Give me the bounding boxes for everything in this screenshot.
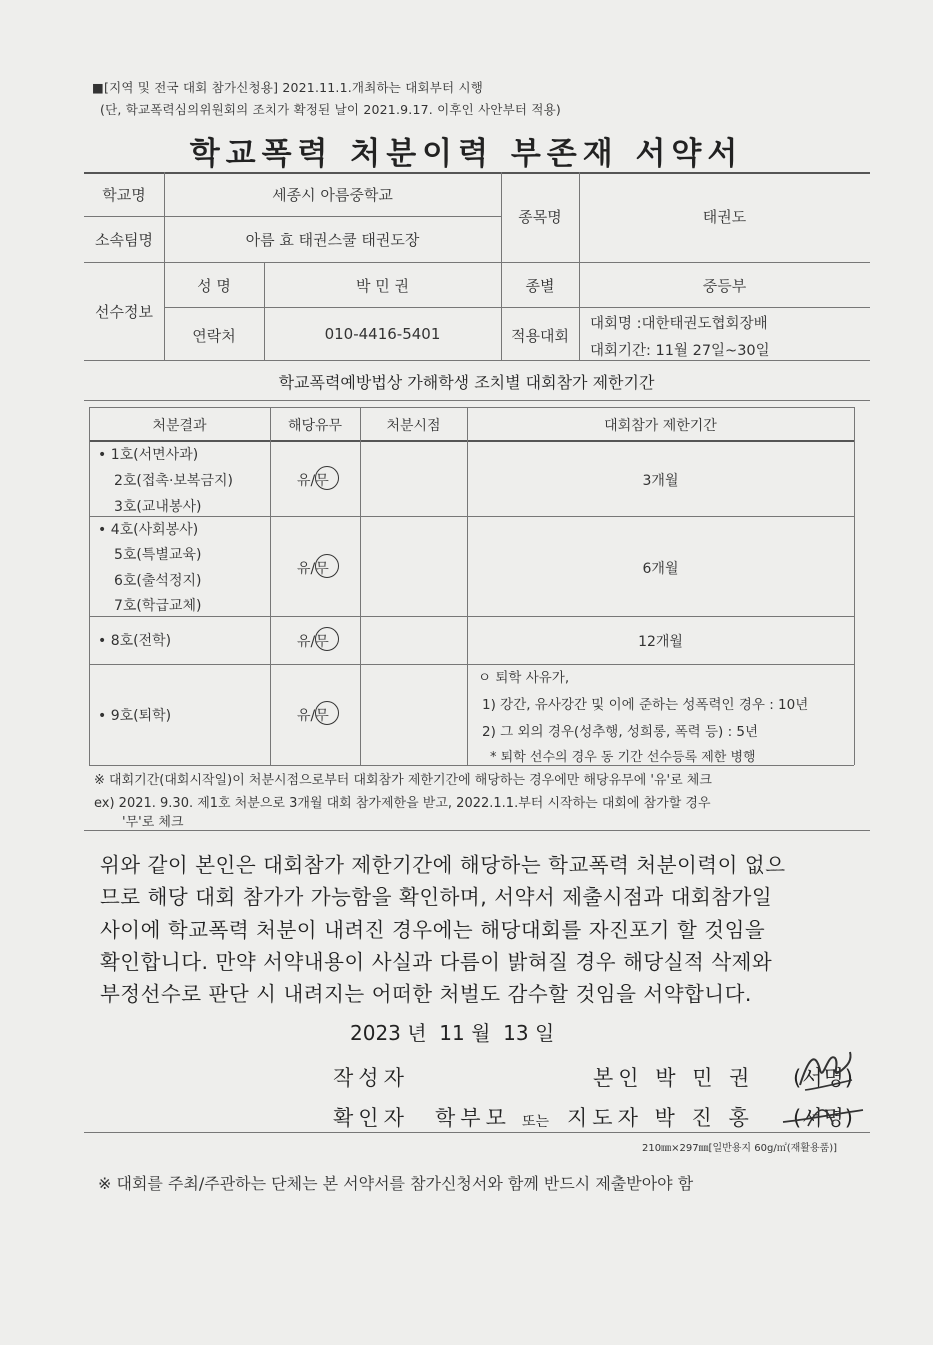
or-label: 또는: [522, 1114, 550, 1130]
writer-sign-label: (서명): [793, 1066, 854, 1090]
row4-period-line1: ㅇ 퇴학 사유가,: [478, 670, 570, 686]
row3-check: 유/무: [297, 634, 329, 650]
pledge-line-1: 위와 같이 본인은 대회참가 제한기간에 해당하는 학교폭력 처분이력이 없으: [100, 853, 786, 877]
restriction-title: 학교폭력예방법상 가해학생 조치별 대회참가 제한기간: [278, 373, 655, 392]
name-value: 박 민 권: [355, 277, 409, 295]
row1-period: 3개월: [642, 473, 679, 489]
contact-label: 연락처: [192, 327, 236, 345]
confirm-sign-label: (서명): [793, 1106, 854, 1130]
event-period: 대회기간: 11월 27일~30일: [590, 343, 770, 359]
footnote-line-3: '무'로 체크: [122, 815, 184, 830]
row3-period: 12개월: [638, 634, 683, 650]
player-info-label: 선수정보: [95, 303, 153, 321]
notice-line-2: (단, 학교폭력심의위원회의 조치가 확정된 날이 2021.9.17. 이후인 사안부터 적용): [100, 102, 562, 117]
header-result: 처분결과: [152, 418, 207, 434]
confirm-label: 확인자: [333, 1106, 409, 1130]
school-value: 세종시 아름중학교: [272, 186, 393, 204]
contact-value: 010-4416-5401: [324, 325, 441, 343]
row1-line3: 3호(교내봉사): [114, 499, 202, 515]
row4-line1: • 9호(퇴학): [98, 708, 172, 724]
sport-label: 종목명: [518, 208, 562, 226]
writer-value: 본인 박 민 권: [593, 1066, 755, 1090]
writer-label: 작성자: [333, 1066, 409, 1090]
pledge-line-4: 확인합니다. 만약 서약내용이 사실과 다름이 밝혀질 경우 해당실적 삭제와: [100, 950, 773, 974]
header-date: 처분시점: [386, 418, 441, 434]
footnote-line-2: ex) 2021. 9.30. 제1호 처분으로 3개월 대회 참가제한을 받고, 2022.1.1.부터 시작하는 대회에 참가할 경우: [94, 796, 711, 811]
guardian-label: 학부모: [435, 1106, 511, 1130]
row4-period-line2: 1) 강간, 유사강간 및 이에 준하는 성폭력인 경우 : 10년: [482, 697, 809, 713]
row4-period-line3: 2) 그 외의 경우(성추행, 성희롱, 폭력 등) : 5년: [482, 724, 759, 740]
category-label: 종별: [525, 277, 555, 295]
row4-check: 유/무: [297, 708, 329, 724]
header-period: 대회참가 제한기간: [604, 418, 717, 434]
row2-check-mark-icon: [315, 554, 339, 578]
pledge-line-3: 사이에 학교폭력 처분이 내려진 경우에는 해당대회를 자진포기 할 것임을: [100, 918, 766, 942]
category-value: 중등부: [702, 277, 747, 295]
confirm-value: 지도자 박 진 홍: [567, 1106, 754, 1130]
row2-line2: 5호(특별교육): [114, 547, 202, 563]
team-value: 아름 효 태권스쿨 태권도장: [245, 231, 420, 249]
row2-check: 유/무: [297, 561, 329, 577]
row3-line1: • 8호(전학): [98, 633, 172, 649]
footnote-line-1: ※ 대회기간(대회시작일)이 처분시점으로부터 대회참가 제한기간에 해당하는 경우에만 해당유무에 '유'로 체크: [94, 773, 712, 788]
pledge-date: 2023 년 11 월 13 일: [350, 1021, 555, 1045]
row3-check-mark-icon: [315, 627, 339, 651]
pledge-line-2: 므로 해당 대회 참가가 가능함을 확인하며, 서약서 제출시점과 대회참가일: [100, 885, 773, 909]
row1-line2: 2호(접촉·보복금지): [114, 473, 233, 489]
header-applicable: 해당유무: [287, 418, 343, 434]
row1-line1: • 1호(서면사과): [98, 447, 199, 463]
row2-line4: 7호(학급교체): [114, 598, 202, 614]
confirm-signature-icon: [778, 1096, 868, 1136]
row1-check: 유/무: [297, 473, 329, 489]
name-label: 성 명: [197, 277, 231, 295]
notice-line-1: ■[지역 및 전국 대회 참가신청용] 2021.11.1.개최하는 대회부터 시행: [92, 80, 484, 95]
event-name: 대회명 :대한태권도협회장배: [590, 316, 768, 332]
sport-value: 태권도: [702, 208, 747, 226]
document-title: 학교폭력 처분이력 부존재 서약서: [189, 136, 744, 172]
writer-signature-icon: [790, 1040, 860, 1100]
row2-line1: • 4호(사회봉사): [98, 522, 199, 538]
row4-period-line4: * 퇴학 선수의 경우 동 기간 선수등록 제한 병행: [490, 750, 756, 765]
bottom-note: ※ 대회를 주최/주관하는 단체는 본 서약서를 참가신청서와 함께 반드시 제출받아야 함: [98, 1174, 694, 1193]
pledge-line-5: 부정선수로 판단 시 내려지는 어떠한 처벌도 감수할 것임을 서약합니다.: [100, 982, 752, 1006]
row4-check-mark-icon: [315, 701, 339, 725]
paper-spec: 210㎜×297㎜[일반용지 60g/㎡(재활용품)]: [642, 1143, 838, 1154]
row2-period: 6개월: [642, 561, 679, 577]
school-label: 학교명: [102, 186, 146, 204]
event-label: 적용대회: [511, 327, 569, 345]
row2-line3: 6호(출석정지): [114, 573, 202, 589]
team-label: 소속팀명: [95, 231, 153, 249]
row1-check-mark-icon: [315, 466, 339, 490]
